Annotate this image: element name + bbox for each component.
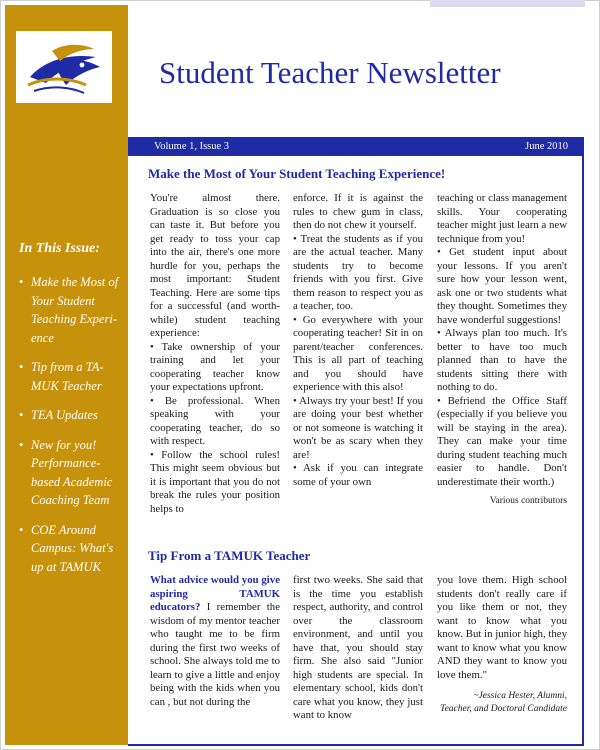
tip-item: • Get student input about your lessons. If you aren't sure how your lesson went, ask one or two students what they thought. Sometimes they have wonderful suggestions! bbox=[437, 246, 567, 327]
tip-item: • Follow the school rules! This might seem obvious but it is important that you do not break the rules your position helps to bbox=[150, 449, 280, 517]
tip-item: • Always plan too much. It's better to have too much planned than to have the students sitting there with nothing to do. bbox=[437, 327, 567, 395]
paragraph: enforce. If it is against the rules to chew gum in class, then do not chew it yourself. bbox=[293, 192, 423, 231]
tip-item: • Ask if you can integrate some of your own bbox=[293, 462, 423, 489]
tip-item: • Take ownership of your training and let your cooperating teacher know your expectations upfront. bbox=[150, 341, 280, 395]
issue-date: June 2010 bbox=[525, 141, 568, 152]
article2-col3 bbox=[437, 574, 567, 715]
paragraph: you love them. High school students don't really care if you like them or not, they want to know what you know. But in junior high, they want to know what you know AND they want to know you love them." bbox=[437, 574, 567, 681]
signature-line: ~Jessica Hester, Alumni, bbox=[473, 691, 567, 701]
article1-title: Make the Most of Your Student Teaching Experience! bbox=[148, 166, 446, 181]
paragraph: first two weeks. She said that is the time you establish respect, authority, and control over the classroom environment, and until you have that, you should stay firm. She also said "Junior high students are special. In elementary school, kids don't care what you know, they just want to know bbox=[293, 574, 423, 721]
issue-item[interactable]: • TEA Updates bbox=[19, 406, 125, 425]
tip-item: • Be professional. When speaking with your cooperating teacher, do so with respect. bbox=[150, 395, 280, 449]
sidebar-heading: In This Issue: bbox=[19, 241, 100, 256]
javelina-logo-icon bbox=[16, 31, 112, 103]
paragraph: You're almost there. Graduation is so close you can taste it. But before you get ready to toss your cap into the air, there's one more hurdle for you, perhaps the most important: Student Teaching. Here are some tips for a successful (and worth-while) student teaching experience: bbox=[150, 192, 280, 339]
question-text: What advice would you give aspiring TAMUK educators? bbox=[150, 574, 280, 613]
paragraph bbox=[150, 574, 280, 709]
article1-col1 bbox=[150, 192, 280, 516]
credit-line: Various contributors bbox=[489, 496, 567, 506]
tip-item: • Always try your best! If you are doing your best whether or not someone is watching it won't be as scary when they are! bbox=[293, 395, 423, 463]
article2-col2 bbox=[293, 574, 423, 723]
content-box bbox=[128, 137, 584, 746]
issue-item[interactable]: • Make the Most of Your Student Teaching Experi-ence bbox=[19, 273, 125, 347]
issue-band bbox=[128, 139, 582, 156]
volume-label: Volume 1, Issue 3 bbox=[154, 141, 230, 152]
article1-col3 bbox=[437, 192, 567, 509]
article2-col1 bbox=[150, 574, 280, 709]
issue-item[interactable]: • Tip from a TA-MUK Teacher bbox=[19, 358, 125, 395]
issue-item[interactable]: • New for you! Performance-based Academic Coaching Team bbox=[19, 436, 125, 510]
answer-text: I remember the wisdom of my mentor teacher who taught me to be firm during the first two weeks of school. She always told me to learn to give a little and enjoy being with the kids when you can , but not during the bbox=[150, 601, 280, 708]
sidebar bbox=[5, 5, 128, 745]
top-bar bbox=[430, 0, 585, 7]
tip-item: • Befriend the Office Staff (especially if you believe you will be staying in the area). They can make your time during student teaching much easier to handle. Don't underestimate their worth.) bbox=[437, 395, 567, 490]
tip-item: • Treat the students as if you are the actual teacher. Many students try to become friends with you first. Give them reason to respect you as a teacher, too. bbox=[293, 233, 423, 314]
signature-line: Teacher, and Doctoral Candidate bbox=[440, 703, 567, 714]
tip-item: • Go everywhere with your cooperating teacher! Sit in on parent/teacher conferences. This is all part of teaching and you should have experience with this also! bbox=[293, 314, 423, 395]
article1-col2 bbox=[293, 192, 423, 489]
issue-item[interactable]: • COE Around Campus: What's up at TAMUK bbox=[19, 521, 125, 577]
paragraph: teaching or class management skills. Your cooperating teacher might just learn a new technique from you! bbox=[437, 192, 567, 245]
newsletter-title: Student Teacher Newsletter bbox=[159, 55, 501, 90]
article2-title: Tip From a TAMUK Teacher bbox=[148, 548, 311, 563]
issue-list bbox=[19, 273, 125, 587]
